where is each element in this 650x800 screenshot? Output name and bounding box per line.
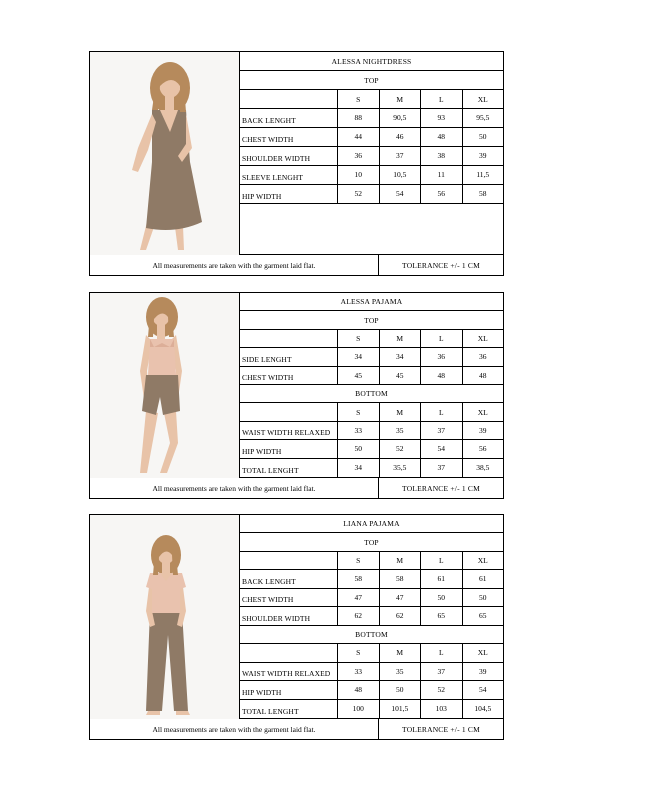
value-xl: 38,5 bbox=[476, 462, 490, 472]
size-xl: XL bbox=[477, 648, 488, 658]
size-m: M bbox=[380, 552, 422, 569]
size-xl: XL bbox=[477, 556, 488, 566]
value-l: 54 bbox=[421, 440, 463, 457]
row-label: BACK LENGHT bbox=[240, 570, 338, 587]
measurement-row bbox=[240, 607, 503, 625]
value-xl: 54 bbox=[479, 685, 487, 695]
value-s: 47 bbox=[338, 589, 380, 606]
value-xl: 36 bbox=[479, 352, 487, 362]
measurement-note: All measurements are taken with the garment laid flat. bbox=[90, 719, 379, 739]
value-m: 46 bbox=[380, 128, 422, 146]
size-header-row bbox=[240, 552, 503, 570]
section-label-top: TOP bbox=[240, 533, 503, 551]
size-m: M bbox=[380, 90, 422, 108]
model-in-leopard-nightdress-icon bbox=[90, 52, 240, 255]
row-label: CHEST WIDTH bbox=[240, 128, 338, 146]
size-xl: XL bbox=[477, 94, 488, 104]
measurement-row bbox=[240, 440, 503, 458]
chart-title: LIANA PAJAMA bbox=[240, 515, 503, 533]
chart-title: ALESSA NIGHTDRESS bbox=[240, 52, 503, 71]
size-header-row bbox=[240, 644, 503, 662]
value-s: 52 bbox=[338, 185, 380, 203]
measurement-row bbox=[240, 348, 503, 366]
value-xl: 48 bbox=[479, 370, 487, 380]
value-l: 65 bbox=[421, 607, 463, 624]
size-xl: XL bbox=[477, 407, 488, 417]
tolerance-note: TOLERANCE +/- 1 CM bbox=[402, 724, 480, 734]
measurement-row bbox=[240, 681, 503, 699]
size-m: M bbox=[380, 644, 422, 661]
size-s: S bbox=[338, 552, 380, 569]
model-in-tee-and-long-pants-icon bbox=[90, 515, 240, 719]
value-l: 37 bbox=[421, 663, 463, 680]
row-label: HIP WIDTH bbox=[240, 185, 338, 203]
value-l: 37 bbox=[421, 422, 463, 439]
row-label bbox=[240, 90, 338, 108]
value-l: 56 bbox=[421, 185, 463, 203]
measurement-row bbox=[240, 422, 503, 440]
value-l: 37 bbox=[421, 459, 463, 477]
value-xl: 39 bbox=[479, 666, 487, 676]
value-l: 48 bbox=[421, 128, 463, 146]
value-m: 35,5 bbox=[380, 459, 422, 477]
value-s: 33 bbox=[338, 663, 380, 680]
size-s: S bbox=[338, 330, 380, 347]
section-label-top: TOP bbox=[240, 311, 503, 329]
tolerance-note: TOLERANCE +/- 1 CM bbox=[402, 260, 480, 270]
row-label: BACK LENGHT bbox=[240, 109, 338, 127]
value-m: 35 bbox=[380, 663, 422, 680]
value-m: 10,5 bbox=[380, 166, 422, 184]
model-photo bbox=[90, 293, 240, 478]
row-label bbox=[240, 552, 338, 569]
measurement-row bbox=[240, 166, 503, 185]
value-s: 62 bbox=[338, 607, 380, 624]
value-l: 48 bbox=[421, 367, 463, 384]
size-chart-alessa-nightdress bbox=[89, 51, 504, 276]
value-s: 44 bbox=[338, 128, 380, 146]
row-label bbox=[240, 403, 338, 420]
value-m: 35 bbox=[380, 422, 422, 439]
size-m: M bbox=[380, 330, 422, 347]
value-xl: 56 bbox=[479, 444, 487, 454]
value-m: 90,5 bbox=[380, 109, 422, 127]
row-label: SLEEVE LENGHT bbox=[240, 166, 338, 184]
size-chart-alessa-pajama bbox=[89, 292, 504, 499]
value-s: 34 bbox=[338, 459, 380, 477]
value-l: 11 bbox=[421, 166, 463, 184]
value-m: 52 bbox=[380, 440, 422, 457]
value-s: 58 bbox=[338, 570, 380, 587]
value-l: 103 bbox=[421, 700, 463, 718]
value-m: 54 bbox=[380, 185, 422, 203]
size-xl: XL bbox=[477, 334, 488, 344]
measurement-row bbox=[240, 147, 503, 166]
section-label-bottom: BOTTOM bbox=[240, 626, 503, 644]
value-s: 50 bbox=[338, 440, 380, 457]
row-label: HIP WIDTH bbox=[240, 681, 338, 698]
chart-title: ALESSA PAJAMA bbox=[240, 293, 503, 311]
size-m: M bbox=[380, 403, 422, 420]
value-xl: 61 bbox=[479, 574, 487, 584]
value-l: 52 bbox=[421, 681, 463, 698]
value-m: 62 bbox=[380, 607, 422, 624]
section-label-bottom: BOTTOM bbox=[240, 385, 503, 403]
value-xl: 39 bbox=[479, 151, 487, 160]
row-label: SHOULDER WIDTH bbox=[240, 147, 338, 165]
value-m: 37 bbox=[380, 147, 422, 165]
row-label: TOTAL LENGHT bbox=[240, 700, 338, 718]
row-label: CHEST WIDTH bbox=[240, 367, 338, 384]
measurement-row bbox=[240, 459, 503, 477]
value-s: 100 bbox=[338, 700, 380, 718]
chart-footer bbox=[90, 478, 503, 498]
value-l: 93 bbox=[421, 109, 463, 127]
row-label: SIDE LENGHT bbox=[240, 348, 338, 365]
value-xl: 95,5 bbox=[476, 113, 490, 122]
value-m: 34 bbox=[380, 348, 422, 365]
value-m: 47 bbox=[380, 589, 422, 606]
empty-space bbox=[240, 204, 503, 254]
value-xl: 50 bbox=[479, 592, 487, 602]
value-xl: 11,5 bbox=[476, 170, 490, 179]
value-s: 34 bbox=[338, 348, 380, 365]
measurement-row bbox=[240, 589, 503, 607]
value-m: 58 bbox=[380, 570, 422, 587]
size-chart-liana-pajama bbox=[89, 514, 504, 740]
size-l: L bbox=[421, 403, 463, 420]
value-xl: 65 bbox=[479, 611, 487, 621]
size-l: L bbox=[421, 90, 463, 108]
model-photo bbox=[90, 515, 240, 719]
value-m: 50 bbox=[380, 681, 422, 698]
size-header-row bbox=[240, 330, 503, 348]
size-s: S bbox=[338, 403, 380, 420]
measurement-note: All measurements are taken with the garment laid flat. bbox=[90, 255, 379, 275]
model-in-camisole-and-shorts-icon bbox=[90, 293, 240, 478]
value-l: 50 bbox=[421, 589, 463, 606]
row-label: SHOULDER WIDTH bbox=[240, 607, 338, 624]
measurement-row bbox=[240, 128, 503, 147]
value-s: 45 bbox=[338, 367, 380, 384]
value-l: 38 bbox=[421, 147, 463, 165]
value-m: 45 bbox=[380, 367, 422, 384]
measurement-row bbox=[240, 367, 503, 385]
size-l: L bbox=[421, 330, 463, 347]
size-header-row bbox=[240, 90, 503, 109]
value-xl: 58 bbox=[479, 189, 487, 198]
value-s: 10 bbox=[338, 166, 380, 184]
tolerance-note: TOLERANCE +/- 1 CM bbox=[402, 483, 480, 493]
value-s: 88 bbox=[338, 109, 380, 127]
row-label: CHEST WIDTH bbox=[240, 589, 338, 606]
row-label bbox=[240, 644, 338, 661]
value-s: 36 bbox=[338, 147, 380, 165]
row-label: WAIST WIDTH RELAXED bbox=[240, 422, 338, 439]
size-s: S bbox=[338, 644, 380, 661]
row-label bbox=[240, 330, 338, 347]
value-s: 33 bbox=[338, 422, 380, 439]
model-photo bbox=[90, 52, 240, 255]
value-xl: 39 bbox=[479, 425, 487, 435]
value-xl: 104,5 bbox=[474, 703, 492, 713]
size-l: L bbox=[421, 552, 463, 569]
size-l: L bbox=[421, 644, 463, 661]
value-xl: 50 bbox=[479, 132, 487, 141]
measurement-row bbox=[240, 663, 503, 681]
measurement-row bbox=[240, 700, 503, 718]
row-label: HIP WIDTH bbox=[240, 440, 338, 457]
chart-footer bbox=[90, 719, 503, 739]
measurement-row bbox=[240, 570, 503, 588]
row-label: WAIST WIDTH RELAXED bbox=[240, 663, 338, 680]
value-l: 36 bbox=[421, 348, 463, 365]
chart-footer bbox=[90, 255, 503, 275]
row-label: TOTAL LENGHT bbox=[240, 459, 338, 477]
value-s: 48 bbox=[338, 681, 380, 698]
size-header-row bbox=[240, 403, 503, 421]
section-label-top: TOP bbox=[240, 71, 503, 90]
measurement-row bbox=[240, 109, 503, 128]
value-m: 101,5 bbox=[380, 700, 422, 718]
value-l: 61 bbox=[421, 570, 463, 587]
measurement-row bbox=[240, 185, 503, 204]
measurement-note: All measurements are taken with the garment laid flat. bbox=[90, 478, 379, 498]
size-s: S bbox=[338, 90, 380, 108]
